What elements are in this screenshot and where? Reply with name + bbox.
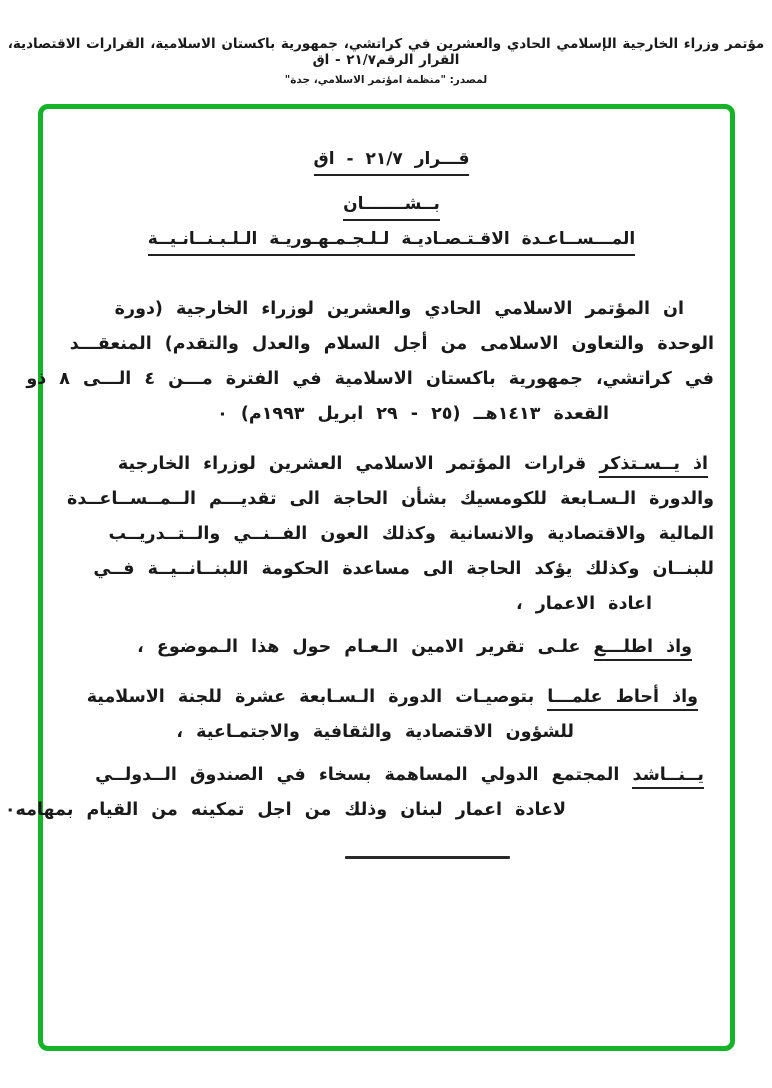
text-line: والدورة الـسـابعة للكومسيك بشأن الحاجة الى تقديـــم الــمــســاعــدة <box>67 489 714 509</box>
text-line: القعدة ١٤١٣هــ (٢٥ - ٢٩ ابريل ١٩٩٣م) ٠ <box>217 404 609 424</box>
text-line: لاعادة اعمار لبنان وذلك من اجل تمكينه من القيام بمهامه٠ <box>4 800 566 820</box>
line-text: بتوصيـات الدورة الـسـابعة عشرة للجنة الاسلامية <box>86 687 548 707</box>
title-block <box>69 147 714 256</box>
paragraph-1 <box>26 292 714 432</box>
text-line <box>69 447 714 482</box>
text-line: المالية والاقتصادية والانسانية وكذلك العون الفــنــي والــتــدريــب <box>108 524 714 544</box>
document-content <box>4 147 714 859</box>
title-line-3 <box>69 227 714 256</box>
text-line: في كراتشي، جمهورية باكستان الاسلامية في الفترة مـــن ٤ الـــى ٨ ذو <box>26 369 714 389</box>
paragraph-4 <box>69 680 714 750</box>
text-line <box>69 680 714 715</box>
underlined-lead-phrase: واذ أحاط علمـــا <box>547 687 698 711</box>
text-line: الوحدة والتعاون الاسلامى من أجل السلام والعدل والتقدم) المنعقـــد <box>69 334 714 354</box>
text-line: للبنــان وكذلك يؤكد الحاجة الى مساعدة الحكومة اللبنــانــيــة فــي <box>93 559 714 579</box>
signature-rule <box>345 856 510 859</box>
text-line: ان المؤتمر الاسلامي الحادي والعشرين لوزراء الخارجية (دورة <box>114 299 684 319</box>
header-source: لمصدر: "منظمة امؤتمر الاسلامي، جدة" <box>284 74 488 86</box>
title-line-1 <box>69 147 714 176</box>
text-line: اعادة الاعمار ، <box>515 594 652 614</box>
document-header <box>0 36 772 86</box>
underlined-lead-phrase: يــنــاشد <box>632 765 704 789</box>
text-line <box>69 758 714 793</box>
underlined-lead-phrase: اذ يــسـتذكر <box>599 454 708 478</box>
underlined-lead-phrase: واذ اطلـــع <box>594 637 692 661</box>
text-line: للشؤون الاقتصادية والثقافية والاجتمـاعية ، <box>176 722 574 742</box>
line-text: علـى تقرير الامين الـعـام حول هذا الـموضوع ، <box>137 637 594 657</box>
line-text: قرارات المؤتمر الاسلامي العشرين لوزراء الخارجية <box>117 454 600 474</box>
title-line-2 <box>69 192 714 221</box>
line-text: المجتمع الدولي المساهمة بسخاء في الصندوق الــدولــي <box>95 765 633 785</box>
header-citation: مؤتمر وزراء الخارجية الإسلامي الحادي والعشرين في كراتشي، جمهورية باكستان الاسلامية، القرارات الاقتصادية، القرار الرقم٢١/٧ - اق <box>7 36 765 68</box>
title-line-text: قـــرار ٢١/٧ - اق <box>314 147 470 176</box>
paragraph-5 <box>4 758 714 828</box>
title-line-text: بــشـــــــان <box>343 192 440 221</box>
title-line-text: المـــســاعـدة الاقـتـصـاديـة لـلـجـمـهـوريـة الـلـبـنــانـيــة <box>148 227 635 256</box>
text-line <box>69 630 714 665</box>
document-border-frame <box>4 104 735 1051</box>
paragraph-3 <box>69 630 714 665</box>
paragraph-2 <box>69 447 714 622</box>
body-paragraphs <box>4 292 714 828</box>
